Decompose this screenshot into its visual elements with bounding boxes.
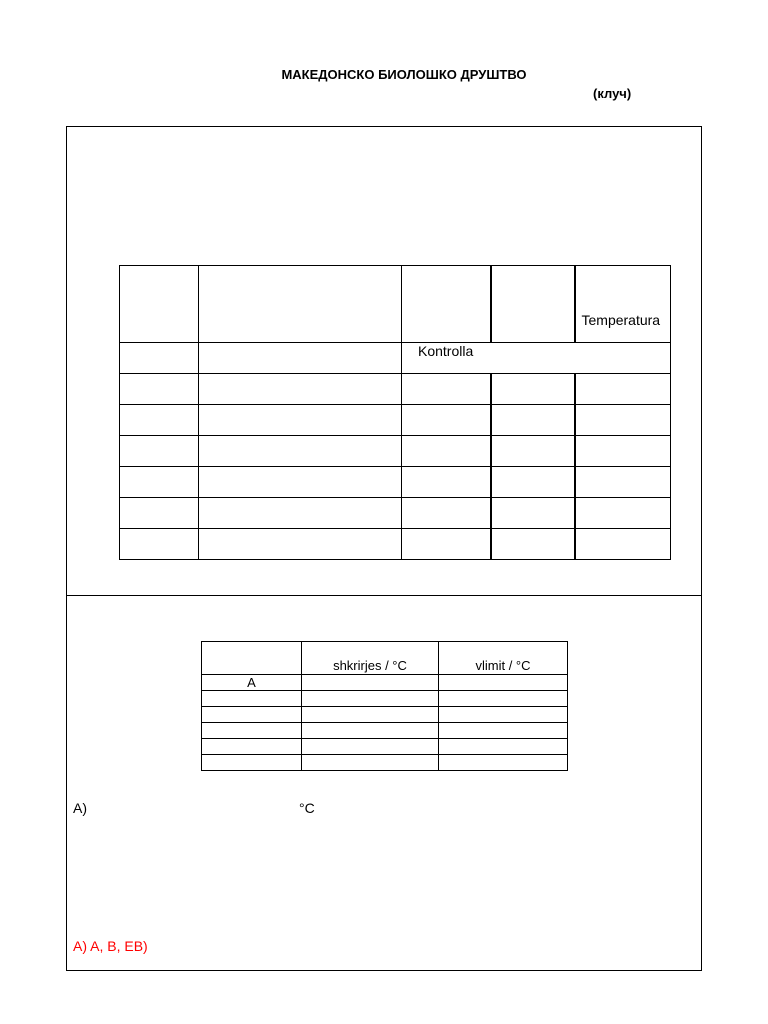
table-row — [120, 467, 671, 498]
table-cell — [439, 691, 568, 707]
table-row — [202, 739, 568, 755]
answer-key-label: (клуч) — [593, 86, 632, 101]
table-cell — [302, 691, 439, 707]
table-row — [120, 436, 671, 467]
table-cell — [302, 707, 439, 723]
table-cell: A — [202, 675, 302, 691]
table-row — [202, 707, 568, 723]
table-cell — [402, 266, 491, 343]
answer-prefix: A) — [73, 800, 87, 816]
melting-point-header: shkrirjes / °C — [302, 642, 439, 675]
table-cell — [439, 755, 568, 771]
key-answer-text: A) A, B, EB) — [73, 938, 148, 954]
table-header-row — [120, 266, 671, 343]
table-row — [120, 498, 671, 529]
table-cell — [439, 675, 568, 691]
table-cell — [202, 723, 302, 739]
table-cell — [439, 707, 568, 723]
table-cell — [199, 343, 402, 374]
table-cell — [120, 266, 199, 343]
table-cell — [302, 723, 439, 739]
control-label: Kontrolla — [402, 343, 671, 374]
table-cell — [202, 739, 302, 755]
control-row — [120, 343, 671, 374]
table-cell — [302, 675, 439, 691]
melting-boiling-table — [201, 641, 568, 771]
table-cell — [302, 755, 439, 771]
answer-unit: °C — [299, 800, 315, 816]
table-cell — [202, 707, 302, 723]
table-row — [120, 405, 671, 436]
temperature-header: Temperatura — [575, 266, 671, 343]
table-row — [120, 374, 671, 405]
table-row — [120, 529, 671, 560]
table-cell — [120, 343, 199, 374]
table-row — [202, 755, 568, 771]
table-cell — [302, 739, 439, 755]
table-header-row — [202, 642, 568, 675]
table-row — [202, 691, 568, 707]
table-cell — [202, 691, 302, 707]
table-header-cell — [202, 642, 302, 675]
table-cell — [439, 723, 568, 739]
boiling-point-header: vlimit / °C — [439, 642, 568, 675]
table-cell — [439, 739, 568, 755]
table-row — [202, 723, 568, 739]
experiment-table — [119, 265, 671, 560]
table-cell — [202, 755, 302, 771]
table-row — [202, 675, 568, 691]
table-cell — [199, 266, 402, 343]
table-cell — [491, 266, 575, 343]
document-title: МАКЕДОНСКО БИОЛОШКО ДРУШТВО — [281, 67, 527, 82]
